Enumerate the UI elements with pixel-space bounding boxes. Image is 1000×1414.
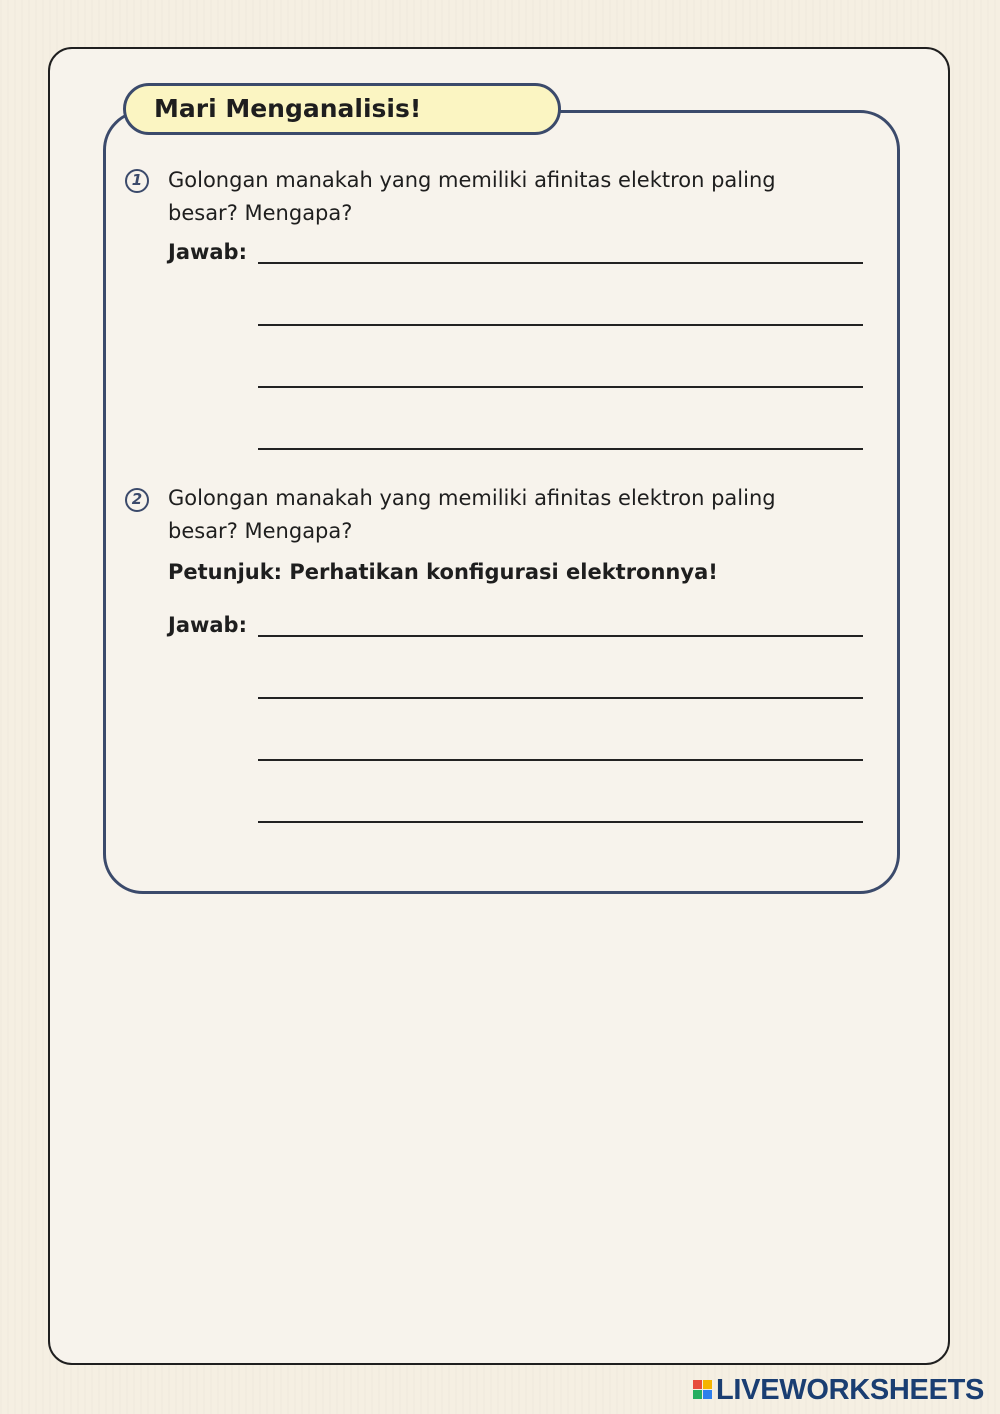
question-1-number-badge: 1 <box>125 169 149 193</box>
liveworksheets-logo[interactable] <box>693 1373 985 1406</box>
question-2-text-line-1: Golongan manakah yang memiliki afinitas elektron paling <box>168 486 776 510</box>
question-1-answer-line-1[interactable] <box>258 262 863 264</box>
question-2-answer-line-4[interactable] <box>258 821 863 823</box>
question-2-text <box>168 482 848 548</box>
question-1-text-line-1: Golongan manakah yang memiliki afinitas elektron paling <box>168 168 776 192</box>
liveworksheets-logo-icon <box>693 1380 713 1400</box>
question-1-answer-line-4[interactable] <box>258 448 863 450</box>
question-2-answer-label: Jawab: <box>168 613 247 637</box>
question-1-answer-label: Jawab: <box>168 240 247 264</box>
question-1-answer-line-3[interactable] <box>258 386 863 388</box>
question-2-text-line-2: besar? Mengapa? <box>168 519 353 543</box>
question-1-text <box>168 164 848 230</box>
question-2-number-badge: 2 <box>125 488 149 512</box>
question-2-hint: Petunjuk: Perhatikan konfigurasi elektronnya! <box>168 560 718 584</box>
question-1-answer-line-2[interactable] <box>258 324 863 326</box>
section-title: Mari Menganalisis! <box>154 94 422 123</box>
question-2-answer-line-3[interactable] <box>258 759 863 761</box>
section-title-tab <box>123 83 561 135</box>
question-1-text-line-2: besar? Mengapa? <box>168 201 353 225</box>
question-2-answer-line-1[interactable] <box>258 635 863 637</box>
liveworksheets-brand-text: LIVEWORKSHEETS <box>716 1373 985 1406</box>
question-2-answer-line-2[interactable] <box>258 697 863 699</box>
